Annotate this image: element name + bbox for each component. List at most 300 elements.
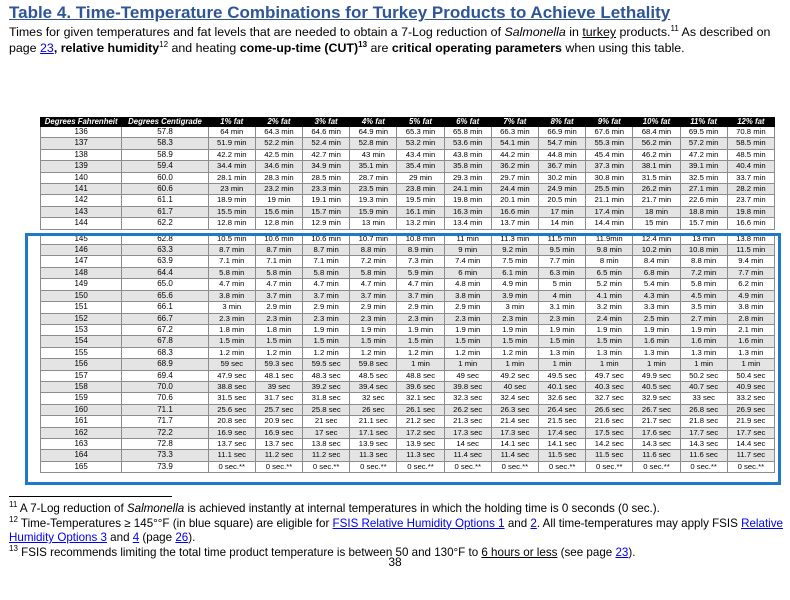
time-cell: 2.3 min (444, 313, 491, 324)
time-cell: 7.2 min (350, 256, 397, 267)
column-header: 10% fat (633, 118, 680, 127)
centigrade-cell: 66.1 (122, 302, 208, 313)
time-cell: 3.7 min (350, 290, 397, 301)
time-cell: 48.1 sec (255, 370, 302, 381)
six-hours-term: 6 hours or less (481, 545, 558, 559)
time-cell: 16.6 min (727, 218, 774, 229)
time-cell: 21.1 sec (350, 416, 397, 427)
time-cell: 39.1 min (680, 161, 727, 172)
centigrade-cell: 61.7 (122, 206, 208, 217)
time-cell: 25.6 sec (208, 404, 255, 415)
table-row (41, 195, 775, 206)
table-row (41, 438, 775, 449)
centigrade-cell: 62.8 (122, 233, 208, 244)
time-cell: 4.1 min (586, 290, 633, 301)
fahrenheit-cell: 144 (41, 218, 122, 229)
time-cell: 2.9 min (350, 302, 397, 313)
centigrade-cell: 57.8 (122, 127, 208, 138)
time-cell: 40.9 sec (727, 381, 774, 392)
time-cell: 26.2 min (633, 184, 680, 195)
time-cell: 26.4 sec (538, 404, 585, 415)
time-cell: 13 min (680, 233, 727, 244)
page-23-link[interactable]: 23 (615, 545, 629, 559)
time-cell: 3.1 min (538, 302, 585, 313)
time-cell: 0 sec.** (397, 461, 444, 472)
time-cell: 39.4 sec (350, 381, 397, 392)
time-cell: 26.6 sec (586, 404, 633, 415)
table-row (41, 256, 775, 267)
footnotes (9, 502, 784, 560)
centigrade-cell: 72.8 (122, 438, 208, 449)
time-cell: 7.1 min (303, 256, 350, 267)
time-cell: 14 min (538, 218, 585, 229)
time-cell: 0 sec.** (444, 461, 491, 472)
fahrenheit-cell: 155 (41, 347, 122, 358)
time-cell: 1.2 min (491, 347, 538, 358)
fahrenheit-cell: 154 (41, 336, 122, 347)
fahrenheit-cell: 147 (41, 256, 122, 267)
time-cell: 32.9 sec (633, 393, 680, 404)
footnote-ref-11: 11 (670, 23, 679, 33)
centigrade-cell: 63.3 (122, 245, 208, 256)
time-cell: 10.8 min (397, 233, 444, 244)
time-cell: 1 min (633, 359, 680, 370)
time-cell: 11.3 min (491, 233, 538, 244)
time-cell: 3 min (491, 302, 538, 313)
fahrenheit-cell: 160 (41, 404, 122, 415)
time-cell: 4.3 min (633, 290, 680, 301)
time-cell: 3.3 min (633, 302, 680, 313)
time-cell: 21.6 sec (586, 416, 633, 427)
time-cell: 49.9 sec (633, 370, 680, 381)
time-cell: 58.5 min (727, 138, 774, 149)
time-cell: 26.3 sec (491, 404, 538, 415)
time-cell: 2.5 min (633, 313, 680, 324)
time-cell: 54.1 min (491, 138, 538, 149)
time-cell: 25.8 sec (303, 404, 350, 415)
fahrenheit-cell: 143 (41, 206, 122, 217)
fahrenheit-cell: 145 (41, 233, 122, 244)
time-cell: 13.8 min (727, 233, 774, 244)
centigrade-cell: 60.0 (122, 172, 208, 183)
page-26-link[interactable]: 26 (175, 531, 189, 544)
time-cell: 45.4 min (586, 149, 633, 160)
time-cell: 46.2 min (633, 149, 680, 160)
time-cell: 14.2 sec (586, 438, 633, 449)
time-cell: 21 sec (303, 416, 350, 427)
time-cell: 4.7 min (255, 279, 302, 290)
time-cell: 14 sec (444, 438, 491, 449)
time-cell: 49.5 sec (538, 370, 585, 381)
table-row (41, 393, 775, 404)
time-cell: 27.1 min (680, 184, 727, 195)
centigrade-cell: 58.9 (122, 149, 208, 160)
time-cell: 40.4 min (727, 161, 774, 172)
time-cell: 1.9 min (680, 324, 727, 335)
time-cell: 50.4 sec (727, 370, 774, 381)
column-header: 8% fat (538, 118, 585, 127)
time-cell: 4.7 min (208, 279, 255, 290)
time-cell: 55.3 min (586, 138, 633, 149)
time-cell: 42.2 min (208, 149, 255, 160)
time-cell: 5 min (538, 279, 585, 290)
centigrade-cell: 67.2 (122, 324, 208, 335)
time-cell: 1.9 min (350, 324, 397, 335)
rh-option-4-link[interactable]: 4 (132, 531, 140, 544)
time-cell: 10.2 min (633, 245, 680, 256)
time-cell: 1.6 min (633, 336, 680, 347)
time-cell: 43.8 min (444, 149, 491, 160)
time-cell: 12.8 min (208, 218, 255, 229)
time-cell: 0 sec.** (303, 461, 350, 472)
table-row (41, 416, 775, 427)
time-cell: 13.7 sec (208, 438, 255, 449)
time-cell: 11.3 sec (397, 450, 444, 461)
intro-text: products. (616, 25, 671, 39)
time-cell: 32.1 sec (397, 393, 444, 404)
time-cell: 0 sec.** (491, 461, 538, 472)
time-cell: 9.4 min (727, 256, 774, 267)
time-cell: 8.7 min (303, 245, 350, 256)
time-cell: 13.4 min (444, 218, 491, 229)
time-cell: 44.8 min (538, 149, 585, 160)
time-cell: 8.8 min (350, 245, 397, 256)
time-cell: 15.9 min (350, 206, 397, 217)
table-row (41, 324, 775, 335)
table-row (41, 461, 775, 472)
relative-humidity-term: relative humidity (60, 41, 160, 55)
time-cell: 11.1 sec (208, 450, 255, 461)
table-row (41, 233, 775, 244)
column-header: Degrees Fahrenheit (41, 118, 122, 127)
time-cell: 1.5 min (397, 336, 444, 347)
time-cell: 29 min (397, 172, 444, 183)
rh-option-1-link[interactable]: FSIS Relative Humidity Options 1 (332, 516, 505, 530)
salmonella-term: Salmonella (126, 502, 185, 515)
time-cell: 10.5 min (208, 233, 255, 244)
time-cell: 4.5 min (680, 290, 727, 301)
time-cell: 56.2 min (633, 138, 680, 149)
time-cell: 42.7 min (303, 149, 350, 160)
time-cell: 40.3 sec (586, 381, 633, 392)
intro-text: and heating (168, 41, 240, 55)
time-cell: 40.5 sec (633, 381, 680, 392)
time-cell: 7.2 min (680, 267, 727, 278)
time-cell: 53.2 min (397, 138, 444, 149)
time-cell: 64.3 min (255, 127, 302, 138)
fahrenheit-cell: 140 (41, 172, 122, 183)
time-cell: 1.2 min (208, 347, 255, 358)
time-cell: 21.2 sec (397, 416, 444, 427)
time-cell: 49.7 sec (586, 370, 633, 381)
time-cell: 24.9 min (538, 184, 585, 195)
time-cell: 39 sec (255, 381, 302, 392)
time-cell: 15 min (633, 218, 680, 229)
time-cell: 39.6 sec (397, 381, 444, 392)
fahrenheit-cell: 152 (41, 313, 122, 324)
time-cell: 15.7 min (680, 218, 727, 229)
time-cell: 0 sec.** (586, 461, 633, 472)
time-cell: 10.8 min (680, 245, 727, 256)
time-cell: 3.8 min (444, 290, 491, 301)
intro-text: when using this table. (561, 41, 685, 55)
time-cell: 13.9 sec (397, 438, 444, 449)
time-cell: 1.6 min (680, 336, 727, 347)
centigrade-cell: 61.1 (122, 195, 208, 206)
time-cell: 17 min (538, 206, 585, 217)
time-cell: 17.4 sec (538, 427, 585, 438)
centigrade-cell: 73.3 (122, 450, 208, 461)
time-cell: 19.1 min (303, 195, 350, 206)
time-cell: 10.6 min (255, 233, 302, 244)
time-cell: 20.1 min (491, 195, 538, 206)
salmonella-term: Salmonella (504, 25, 566, 39)
time-cell: 3.7 min (397, 290, 444, 301)
fahrenheit-cell: 163 (41, 438, 122, 449)
time-cell: 4 min (538, 290, 585, 301)
time-cell: 18.8 min (680, 206, 727, 217)
lethality-table (40, 117, 775, 473)
centigrade-cell: 65.6 (122, 290, 208, 301)
time-cell: 11.2 sec (303, 450, 350, 461)
time-cell: 1 min (444, 359, 491, 370)
time-cell: 4.7 min (350, 279, 397, 290)
time-cell: 47.2 min (680, 149, 727, 160)
time-cell: 2.4 min (586, 313, 633, 324)
time-cell: 39.2 sec (303, 381, 350, 392)
time-cell: 28.3 min (255, 172, 302, 183)
time-cell: 1.9 min (538, 324, 585, 335)
time-cell: 17.3 sec (491, 427, 538, 438)
time-cell: 29.7 min (491, 172, 538, 183)
time-cell: 3.8 min (727, 302, 774, 313)
time-cell: 1.2 min (444, 347, 491, 358)
time-cell: 23.7 min (727, 195, 774, 206)
time-cell: 21.1 min (586, 195, 633, 206)
time-cell: 51.9 min (208, 138, 255, 149)
time-cell: 48.5 sec (350, 370, 397, 381)
column-header: 11% fat (680, 118, 727, 127)
time-cell: 15.6 min (255, 206, 302, 217)
time-cell: 13.8 sec (303, 438, 350, 449)
time-cell: 5.8 min (255, 267, 302, 278)
time-cell: 64 min (208, 127, 255, 138)
time-cell: 26.9 sec (727, 404, 774, 415)
time-cell: 21.9 sec (727, 416, 774, 427)
time-cell: 17.2 sec (397, 427, 444, 438)
time-cell: 2.9 min (255, 302, 302, 313)
time-cell: 17.5 sec (586, 427, 633, 438)
time-cell: 2.3 min (255, 313, 302, 324)
time-cell: 21.7 sec (633, 416, 680, 427)
centigrade-cell: 70.0 (122, 381, 208, 392)
time-cell: 40.7 sec (680, 381, 727, 392)
column-header: 9% fat (586, 118, 633, 127)
time-cell: 31.7 sec (255, 393, 302, 404)
table-row (41, 138, 775, 149)
table-row (41, 172, 775, 183)
time-cell: 23.2 min (255, 184, 302, 195)
time-cell: 35.8 min (444, 161, 491, 172)
time-cell: 34.9 min (303, 161, 350, 172)
time-cell: 1.5 min (444, 336, 491, 347)
time-cell: 3 min (208, 302, 255, 313)
time-cell: 38.8 sec (208, 381, 255, 392)
time-cell: 14.3 sec (633, 438, 680, 449)
time-cell: 65.3 min (397, 127, 444, 138)
rh-option-3-link[interactable]: Relative Humidity Options 3 (9, 516, 783, 544)
time-cell: 36.2 min (491, 161, 538, 172)
time-cell: 49 sec (444, 370, 491, 381)
intro-text: As described on page (9, 25, 771, 55)
time-cell: 26.2 sec (444, 404, 491, 415)
time-cell: 2.3 min (397, 313, 444, 324)
time-cell: 1.2 min (303, 347, 350, 358)
time-cell: 33.2 sec (727, 393, 774, 404)
time-cell: 16.6 min (491, 206, 538, 217)
time-cell: 30.8 min (586, 172, 633, 183)
time-cell: 35.4 min (397, 161, 444, 172)
time-cell: 11.4 sec (491, 450, 538, 461)
time-cell: 19 min (255, 195, 302, 206)
centigrade-cell: 67.8 (122, 336, 208, 347)
time-cell: 43 min (350, 149, 397, 160)
time-cell: 11.5 min (538, 233, 585, 244)
time-cell: 5.4 min (633, 279, 680, 290)
time-cell: 0 sec.** (727, 461, 774, 472)
time-cell: 17.4 min (586, 206, 633, 217)
table-header-row (41, 118, 775, 127)
fahrenheit-cell: 146 (41, 245, 122, 256)
time-cell: 7.5 min (491, 256, 538, 267)
time-cell: 32 sec (350, 393, 397, 404)
time-cell: 2.9 min (303, 302, 350, 313)
time-cell: 1.3 min (680, 347, 727, 358)
time-cell: 64.6 min (303, 127, 350, 138)
time-cell: 5.9 min (397, 267, 444, 278)
footnote-ref-13: 13 (358, 39, 368, 49)
time-cell: 5.8 min (208, 267, 255, 278)
time-cell: 12.8 min (255, 218, 302, 229)
time-cell: 5.2 min (586, 279, 633, 290)
time-cell: 11.5 min (727, 245, 774, 256)
time-cell: 59.3 sec (255, 359, 302, 370)
time-cell: 25.7 sec (255, 404, 302, 415)
time-cell: 10.6 min (303, 233, 350, 244)
table-title: Table 4. Time-Temperature Combinations for Turkey Products to Achieve Lethality (9, 3, 671, 22)
time-cell: 4.7 min (397, 279, 444, 290)
page-23-link[interactable]: 23 (40, 41, 54, 55)
time-cell: 52.8 min (350, 138, 397, 149)
time-cell: 28.2 min (727, 184, 774, 195)
table-row (41, 427, 775, 438)
column-header: 7% fat (491, 118, 538, 127)
time-cell: 32.7 sec (586, 393, 633, 404)
fahrenheit-cell: 161 (41, 416, 122, 427)
time-cell: 1 min (491, 359, 538, 370)
time-cell: 3.7 min (303, 290, 350, 301)
time-cell: 35.1 min (350, 161, 397, 172)
time-cell: 2.7 min (680, 313, 727, 324)
time-cell: 29.3 min (444, 172, 491, 183)
time-cell: 53.6 min (444, 138, 491, 149)
critical-term: critical operating parameters (391, 41, 562, 55)
time-cell: 7.7 min (538, 256, 585, 267)
time-cell: 1.5 min (538, 336, 585, 347)
fahrenheit-cell: 151 (41, 302, 122, 313)
time-cell: 18 min (633, 206, 680, 217)
time-cell: 9.8 min (586, 245, 633, 256)
time-cell: 15.5 min (208, 206, 255, 217)
time-cell: 9.5 min (538, 245, 585, 256)
time-cell: 17.6 sec (633, 427, 680, 438)
time-cell: 24.1 min (444, 184, 491, 195)
time-cell: 11.9min (586, 233, 633, 244)
time-cell: 8.8 min (680, 256, 727, 267)
time-cell: 14.1 sec (491, 438, 538, 449)
rh-option-2-link[interactable]: 2 (530, 516, 537, 530)
time-cell: 0 sec.** (633, 461, 680, 472)
time-cell: 1 min (586, 359, 633, 370)
time-cell: 31.5 sec (208, 393, 255, 404)
table-row (41, 359, 775, 370)
table-row (41, 336, 775, 347)
table-row (41, 279, 775, 290)
centigrade-cell: 66.7 (122, 313, 208, 324)
time-cell: 39.8 sec (444, 381, 491, 392)
time-cell: 19.3 min (350, 195, 397, 206)
time-cell: 6.8 min (633, 267, 680, 278)
time-cell: 0 sec.** (538, 461, 585, 472)
time-cell: 23.8 min (397, 184, 444, 195)
footnote-12: $^{12}$ Time-Temperatures ≥ 145°°F (in blue square) are eligible for FSIS Relative Humidity Options 1 and 2. All time-temperatures may apply FSIS Relative Humidity Options 3 and 4 (page 26). (9, 514, 783, 544)
time-cell: 1.5 min (303, 336, 350, 347)
time-cell: 28.5 min (303, 172, 350, 183)
time-cell: 14.3 sec (680, 438, 727, 449)
time-cell: 7.7 min (727, 267, 774, 278)
time-cell: 1.8 min (208, 324, 255, 335)
time-cell: 8.4 min (633, 256, 680, 267)
column-header: Degrees Centigrade (122, 118, 208, 127)
time-cell: 23 min (208, 184, 255, 195)
time-cell: 4.9 min (727, 290, 774, 301)
time-cell: 21.4 sec (491, 416, 538, 427)
fahrenheit-cell: 142 (41, 195, 122, 206)
time-cell: 42.5 min (255, 149, 302, 160)
time-cell: 0 sec.** (208, 461, 255, 472)
time-cell: 7.4 min (444, 256, 491, 267)
time-cell: 5.8 min (303, 267, 350, 278)
footnote-ref-12: 12 (159, 39, 169, 49)
time-cell: 2.3 min (350, 313, 397, 324)
time-cell: 1.6 min (727, 336, 774, 347)
time-cell: 6.3 min (538, 267, 585, 278)
centigrade-cell: 73.9 (122, 461, 208, 472)
time-cell: 12.4 min (633, 233, 680, 244)
time-cell: 49.2 sec (491, 370, 538, 381)
time-cell: 1 min (727, 359, 774, 370)
centigrade-cell: 63.9 (122, 256, 208, 267)
time-cell: 23.3 min (303, 184, 350, 195)
time-cell: 18.9 min (208, 195, 255, 206)
table-row (41, 218, 775, 229)
time-cell: 66.3 min (491, 127, 538, 138)
fahrenheit-cell: 149 (41, 279, 122, 290)
time-cell: 31.8 sec (303, 393, 350, 404)
time-cell: 8.9 min (397, 245, 444, 256)
fahrenheit-cell: 159 (41, 393, 122, 404)
centigrade-cell: 71.1 (122, 404, 208, 415)
